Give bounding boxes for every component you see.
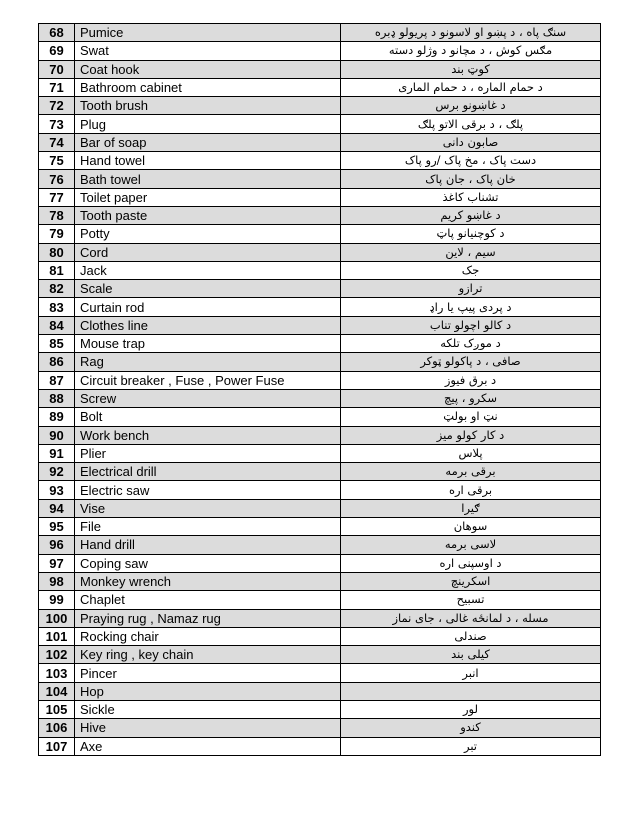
english-term: Hop: [75, 682, 341, 700]
row-number: 70: [39, 60, 75, 78]
pashto-translation: سوهان: [341, 518, 601, 536]
table-row: [39, 115, 601, 133]
table-row: [39, 609, 601, 627]
row-number: 104: [39, 682, 75, 700]
pashto-translation: برقی برمه: [341, 463, 601, 481]
english-term: Key ring , key chain: [75, 646, 341, 664]
table-row: [39, 444, 601, 462]
table-row: [39, 591, 601, 609]
table-row: [39, 60, 601, 78]
table-row: [39, 225, 601, 243]
row-number: 95: [39, 518, 75, 536]
row-number: 98: [39, 572, 75, 590]
english-term: Rocking chair: [75, 627, 341, 645]
row-number: 68: [39, 24, 75, 42]
pashto-translation: کندو: [341, 719, 601, 737]
table-row: [39, 42, 601, 60]
pashto-translation: پلګ ، د برقی الاتو پلګ: [341, 115, 601, 133]
pashto-translation: د برق فيوز: [341, 371, 601, 389]
english-term: File: [75, 518, 341, 536]
english-term: Sickle: [75, 700, 341, 718]
pashto-translation: لور: [341, 700, 601, 718]
english-term: Rag: [75, 353, 341, 371]
table-row: [39, 389, 601, 407]
table-row: [39, 737, 601, 755]
pashto-translation: صابون دانی: [341, 133, 601, 151]
table-row: [39, 170, 601, 188]
row-number: 85: [39, 335, 75, 353]
pashto-translation: اسکرينچ: [341, 572, 601, 590]
row-number: 93: [39, 481, 75, 499]
pashto-translation: د کار کولو ميز: [341, 426, 601, 444]
row-number: 94: [39, 499, 75, 517]
english-term: Electric saw: [75, 481, 341, 499]
row-number: 96: [39, 536, 75, 554]
english-term: Plier: [75, 444, 341, 462]
pashto-translation: برقی اره: [341, 481, 601, 499]
english-term: Tooth paste: [75, 206, 341, 224]
table-row: [39, 188, 601, 206]
row-number: 100: [39, 609, 75, 627]
table-row: [39, 316, 601, 334]
english-term: Hand towel: [75, 152, 341, 170]
pashto-translation: مګس کوش ، د مچانو د وژلو دسته: [341, 42, 601, 60]
pashto-translation: مسله ، د لمانځه غالی ، جای نماز: [341, 609, 601, 627]
row-number: 103: [39, 664, 75, 682]
pashto-translation: د غاښونو برس: [341, 97, 601, 115]
table-row: [39, 371, 601, 389]
table-row: [39, 664, 601, 682]
english-term: Work bench: [75, 426, 341, 444]
pashto-translation: جک: [341, 261, 601, 279]
pashto-translation: د حمام الماره ، د حمام الماری: [341, 78, 601, 96]
table-row: [39, 554, 601, 572]
row-number: 86: [39, 353, 75, 371]
english-term: Toilet paper: [75, 188, 341, 206]
table-row: [39, 280, 601, 298]
row-number: 82: [39, 280, 75, 298]
row-number: 73: [39, 115, 75, 133]
english-term: Coping saw: [75, 554, 341, 572]
row-number: 84: [39, 316, 75, 334]
table-row: [39, 426, 601, 444]
english-term: Plug: [75, 115, 341, 133]
row-number: 91: [39, 444, 75, 462]
row-number: 105: [39, 700, 75, 718]
pashto-translation: خان پاک ، جان پاک: [341, 170, 601, 188]
row-number: 74: [39, 133, 75, 151]
table-row: [39, 463, 601, 481]
table-row: [39, 152, 601, 170]
pashto-translation: ترازو: [341, 280, 601, 298]
table-row: [39, 408, 601, 426]
row-number: 90: [39, 426, 75, 444]
table-row: [39, 646, 601, 664]
english-term: Axe: [75, 737, 341, 755]
row-number: 107: [39, 737, 75, 755]
row-number: 78: [39, 206, 75, 224]
table-row: [39, 24, 601, 42]
table-row: [39, 719, 601, 737]
row-number: 97: [39, 554, 75, 572]
english-term: Coat hook: [75, 60, 341, 78]
pashto-translation: نټ او بولټ: [341, 408, 601, 426]
table-row: [39, 206, 601, 224]
english-term: Electrical drill: [75, 463, 341, 481]
row-number: 81: [39, 261, 75, 279]
english-term: Jack: [75, 261, 341, 279]
pashto-translation: دست پاک ، مخ پاک /رو پاک: [341, 152, 601, 170]
english-term: Curtain rod: [75, 298, 341, 316]
row-number: 89: [39, 408, 75, 426]
vocabulary-table-body: [39, 24, 601, 756]
row-number: 75: [39, 152, 75, 170]
table-row: [39, 298, 601, 316]
row-number: 83: [39, 298, 75, 316]
pashto-translation: د اوسپنی اره: [341, 554, 601, 572]
english-term: Vise: [75, 499, 341, 517]
row-number: 87: [39, 371, 75, 389]
table-row: [39, 627, 601, 645]
row-number: 72: [39, 97, 75, 115]
pashto-translation: د کوچنيانو پاټ: [341, 225, 601, 243]
pashto-translation: سکرو ، پيچ: [341, 389, 601, 407]
table-row: [39, 335, 601, 353]
row-number: 88: [39, 389, 75, 407]
table-row: [39, 700, 601, 718]
english-term: Mouse trap: [75, 335, 341, 353]
table-row: [39, 481, 601, 499]
english-term: Tooth brush: [75, 97, 341, 115]
table-row: [39, 243, 601, 261]
table-row: [39, 78, 601, 96]
english-term: Screw: [75, 389, 341, 407]
english-term: Praying rug , Namaz rug: [75, 609, 341, 627]
pashto-translation: د موږک تلکه: [341, 335, 601, 353]
table-row: [39, 261, 601, 279]
table-row: [39, 572, 601, 590]
row-number: 92: [39, 463, 75, 481]
table-row: [39, 353, 601, 371]
pashto-translation: ګيرا: [341, 499, 601, 517]
pashto-translation: [341, 682, 601, 700]
english-term: Bolt: [75, 408, 341, 426]
pashto-translation: کيلی بند: [341, 646, 601, 664]
english-term: Hand drill: [75, 536, 341, 554]
pashto-translation: د کالو اچولو تناب: [341, 316, 601, 334]
pashto-translation: سيم ، لاين: [341, 243, 601, 261]
english-term: Scale: [75, 280, 341, 298]
row-number: 71: [39, 78, 75, 96]
table-row: [39, 682, 601, 700]
english-term: Circuit breaker , Fuse , Power Fuse: [75, 371, 341, 389]
pashto-translation: تشناب کاغذ: [341, 188, 601, 206]
english-term: Bathroom cabinet: [75, 78, 341, 96]
pashto-translation: تسبيح: [341, 591, 601, 609]
english-term: Monkey wrench: [75, 572, 341, 590]
pashto-translation: کوټ بند: [341, 60, 601, 78]
pashto-translation: انبر: [341, 664, 601, 682]
english-term: Clothes line: [75, 316, 341, 334]
english-term: Pumice: [75, 24, 341, 42]
pashto-translation: لاسی برمه: [341, 536, 601, 554]
english-term: Swat: [75, 42, 341, 60]
pashto-translation: پلاس: [341, 444, 601, 462]
english-term: Chaplet: [75, 591, 341, 609]
row-number: 76: [39, 170, 75, 188]
row-number: 99: [39, 591, 75, 609]
row-number: 77: [39, 188, 75, 206]
vocabulary-table: [38, 23, 601, 756]
english-term: Bar of soap: [75, 133, 341, 151]
row-number: 102: [39, 646, 75, 664]
table-row: [39, 499, 601, 517]
row-number: 79: [39, 225, 75, 243]
pashto-translation: صافی ، د پاکولو ټوکر: [341, 353, 601, 371]
english-term: Hive: [75, 719, 341, 737]
pashto-translation: سنګ پاه ، د پښو او لاسونو د پريولو ډبره: [341, 24, 601, 42]
table-row: [39, 97, 601, 115]
table-row: [39, 536, 601, 554]
english-term: Potty: [75, 225, 341, 243]
row-number: 101: [39, 627, 75, 645]
row-number: 80: [39, 243, 75, 261]
english-term: Cord: [75, 243, 341, 261]
pashto-translation: د پردی پيپ يا راډ: [341, 298, 601, 316]
english-term: Bath towel: [75, 170, 341, 188]
row-number: 106: [39, 719, 75, 737]
pashto-translation: صندلی: [341, 627, 601, 645]
english-term: Pincer: [75, 664, 341, 682]
row-number: 69: [39, 42, 75, 60]
table-row: [39, 518, 601, 536]
table-row: [39, 133, 601, 151]
pashto-translation: تبر: [341, 737, 601, 755]
pashto-translation: د غاښو کريم: [341, 206, 601, 224]
